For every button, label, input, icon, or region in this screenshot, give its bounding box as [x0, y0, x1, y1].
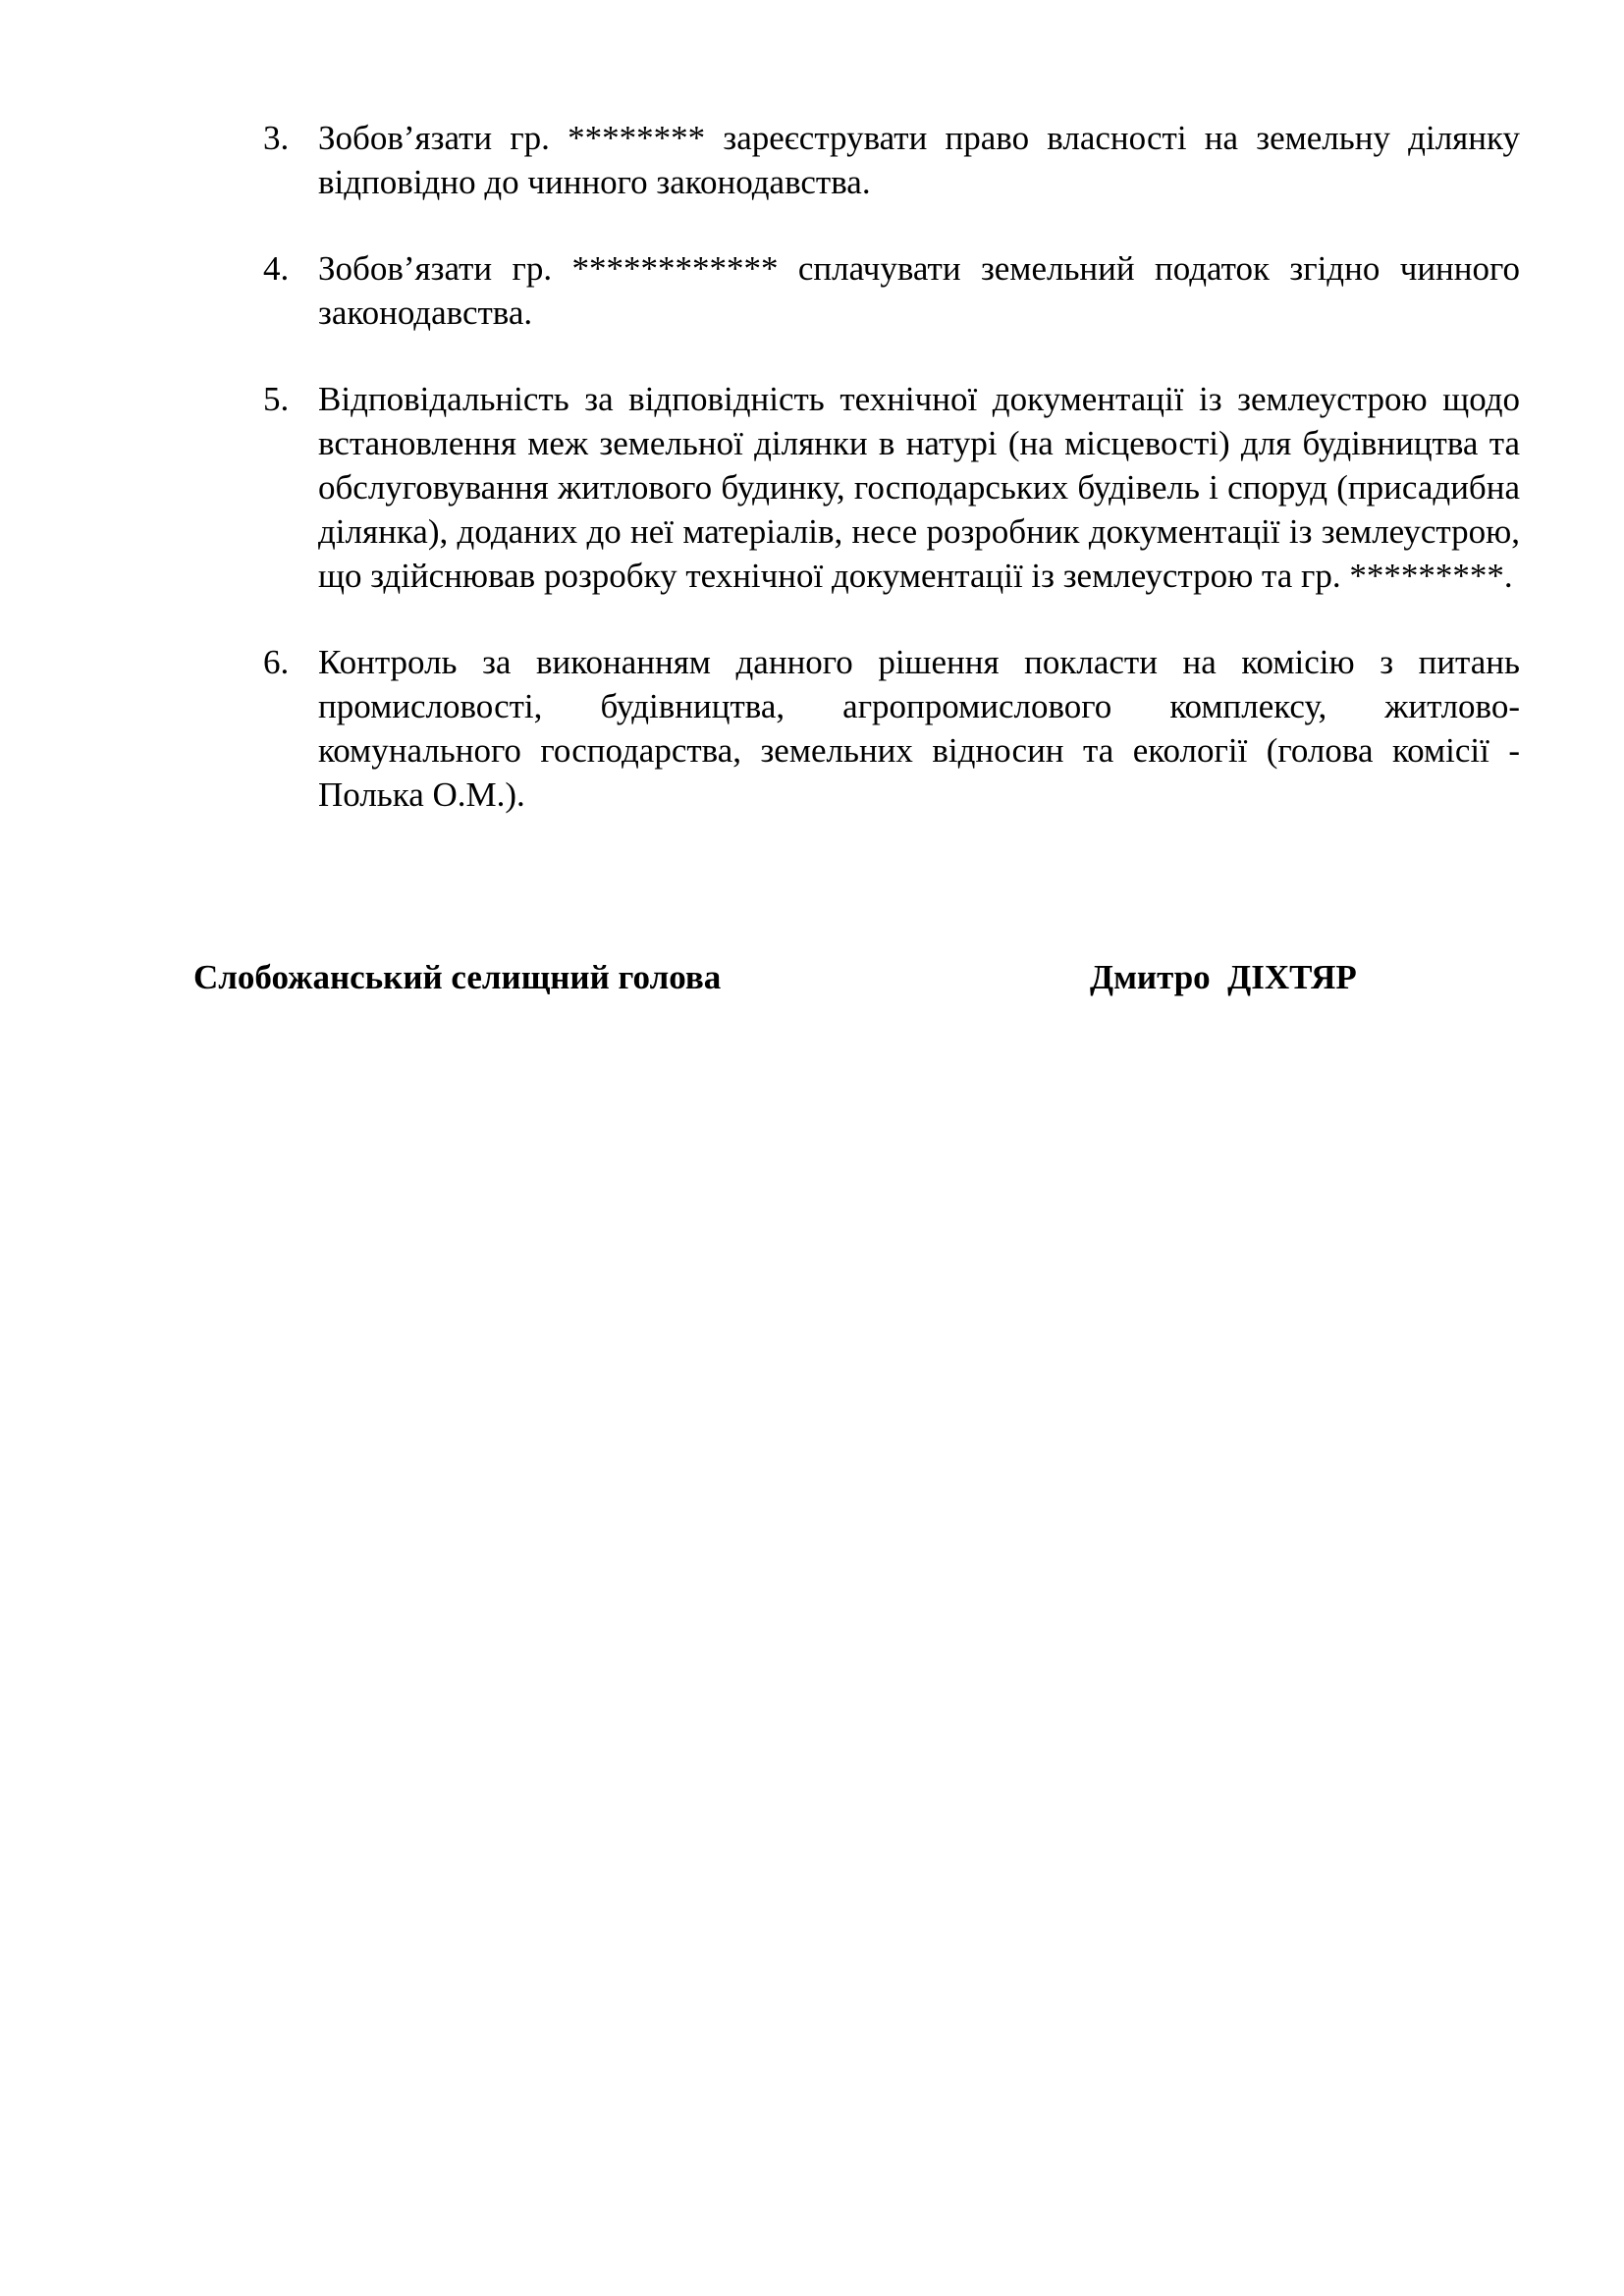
item-text: Контроль за виконанням данного рішення покласти на комісію з питань промисловості, будівництва, агропромислового комплексу, житлово-комунального господарства, земельних відносин та екології (голова комісії - Полька О.М.). [318, 643, 1520, 814]
signatory-name: Дмитро ДІХТЯР [1090, 958, 1357, 996]
item-text: Зобов’язати гр. ******** зареєструвати право власності на земельну ділянку відповідно до чинного законодавства. [318, 119, 1520, 201]
decision-items-list [263, 116, 1520, 859]
signature-block [193, 955, 1431, 1004]
item-text: Зобов’язати гр. ************ сплачувати земельний податок згідно чинного законодавства. [318, 249, 1520, 332]
item-number: 5. [263, 380, 290, 418]
decision-item-4 [263, 246, 1520, 335]
item-text: Відповідальність за відповідність технічної документації із землеустрою щодо встановлення меж земельної ділянки в натурі (на місцевості) для будівництва та обслуговування житлового будинку, господарських будівель і споруд (присадибна ділянка), доданих до неї матеріалів, несе розробник документації із землеустрою, що здійснював розробку технічної документації із землеустрою та гр. *********. [318, 380, 1520, 595]
item-number: 4. [263, 249, 290, 288]
decision-item-5 [263, 377, 1520, 598]
decision-item-6 [263, 640, 1520, 817]
decision-item-3 [263, 116, 1520, 204]
item-number: 6. [263, 643, 290, 681]
signatory-title: Слобожанський селищний голова [193, 958, 722, 996]
item-number: 3. [263, 119, 290, 157]
